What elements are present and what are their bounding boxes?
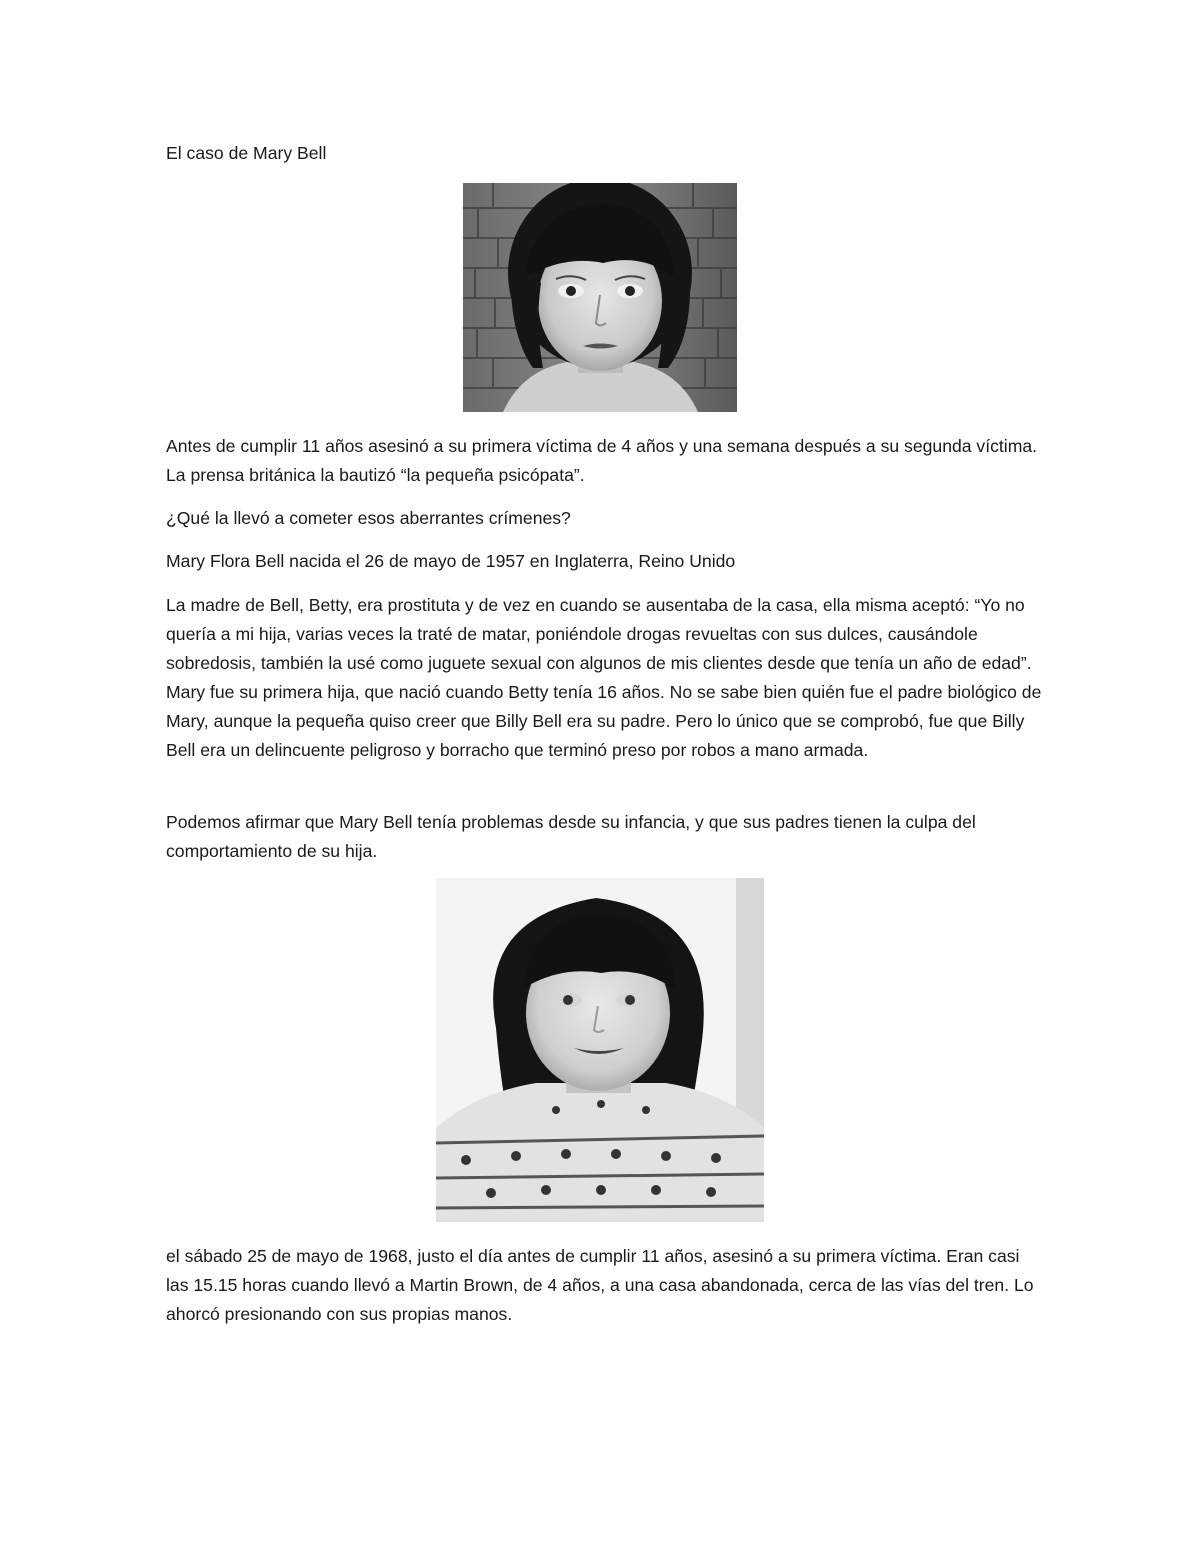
paragraph-mother: La madre de Bell, Betty, era prostituta y de vez en cuando se ausentaba de la casa, ella misma aceptó: “Yo no quería a mi hija, varias veces la traté de matar, poniéndole drogas revueltas con sus dulces, causándole sobredosis, también la usé como juguete sexual con algunos de mis clientes desde que tenía un año de edad”. Mary fue su primera hija, que nació cuando Betty tenía 16 años. No se sabe bien quién fue el padre biológico de Mary, aunque la pequeña quiso creer que Billy Bell era su padre. Pero lo único que se comprobó, fue que Billy Bell era un delincuente peligroso y borracho que terminó preso por robos a mano armada. — [166, 595, 1042, 760]
portrait-photo-2 — [436, 878, 764, 1222]
portrait-photo-1 — [463, 183, 737, 412]
paragraph-question: ¿Qué la llevó a cometer esos aberrantes crímenes? — [166, 508, 571, 528]
paragraph-first-victim: el sábado 25 de mayo de 1968, justo el día antes de cumplir 11 años, asesinó a su primera víctima. Eran casi las 15.15 horas cuando llevó a Martin Brown, de 4 años, a una casa abandonada, cerca de las vías del tren. Lo ahorcó presionando con sus propias manos. — [166, 1246, 1034, 1324]
paragraph-intro: Antes de cumplir 11 años asesinó a su primera víctima de 4 años y una semana después a su segunda víctima. La prensa británica la bautizó “la pequeña psicópata”. — [166, 436, 1038, 485]
paragraph-conclusion: Podemos afirmar que Mary Bell tenía problemas desde su infancia, y que sus padres tienen la culpa del comportamiento de su hija. — [166, 812, 976, 861]
document-title: El caso de Mary Bell — [166, 143, 327, 163]
paragraph-birth: Mary Flora Bell nacida el 26 de mayo de 1957 en Inglaterra, Reino Unido — [166, 551, 736, 571]
